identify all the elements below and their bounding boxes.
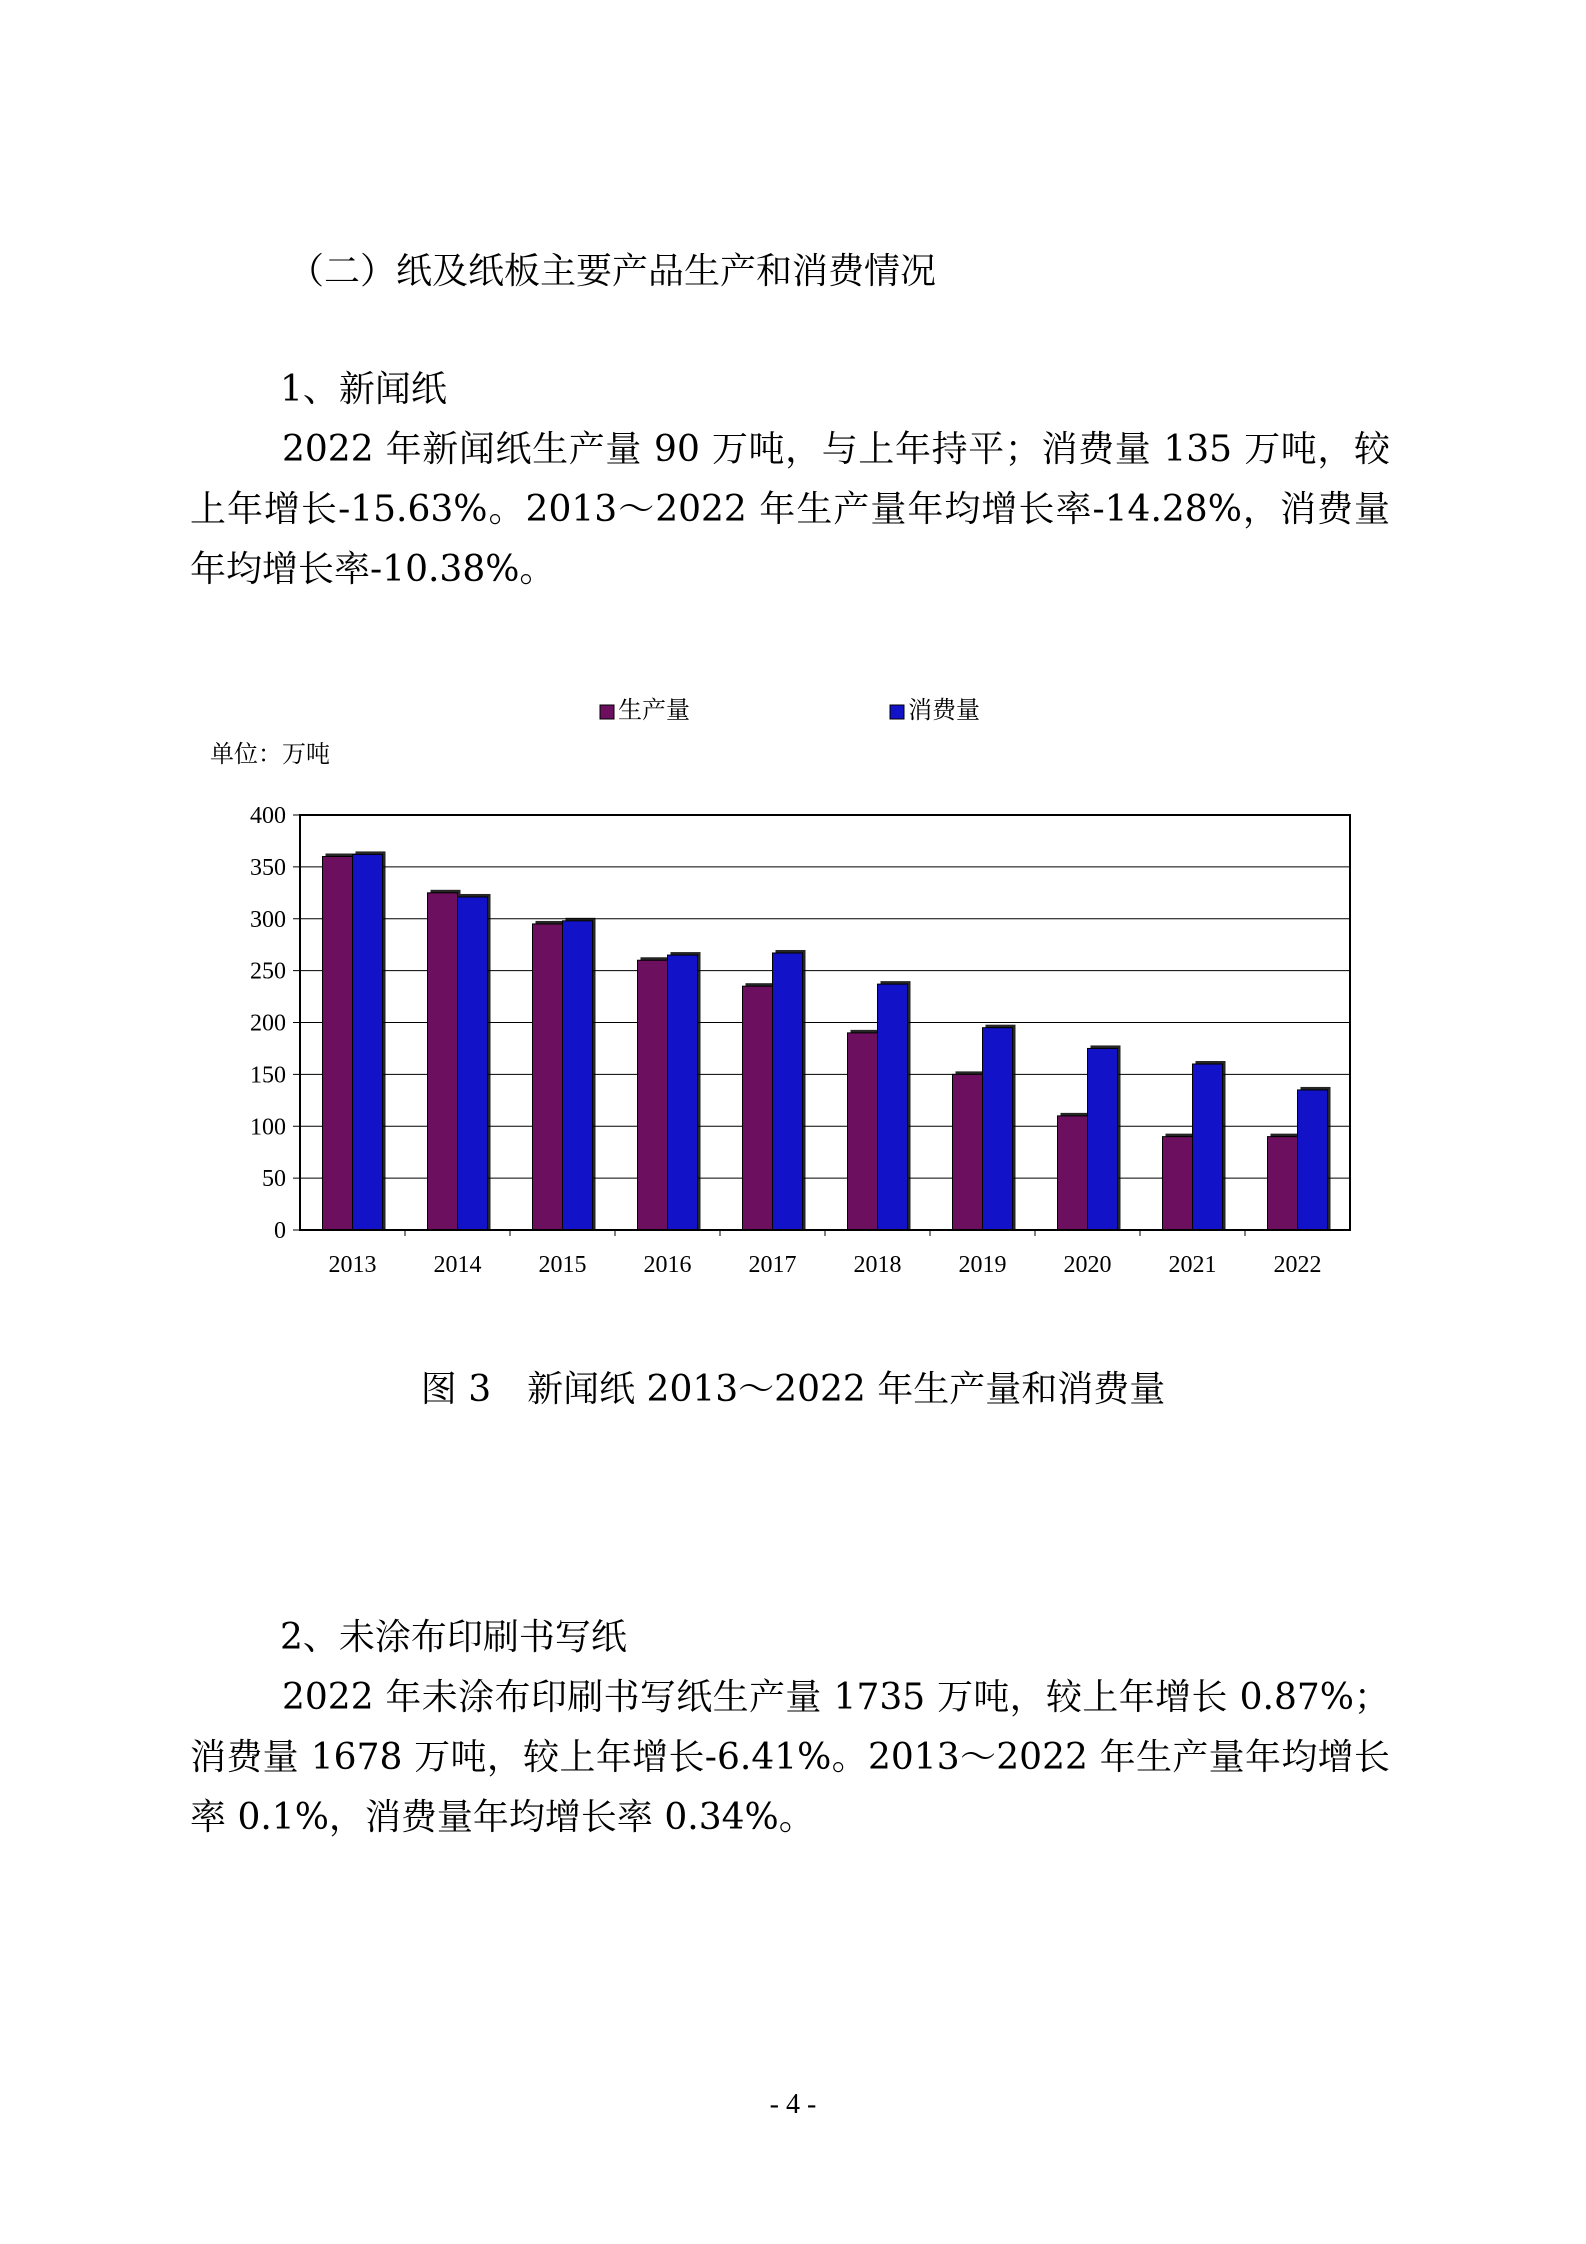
bar-production-2015 — [533, 924, 563, 1230]
newsprint-paragraph-text: 2022 年新闻纸生产量 90 万吨，与上年持平；消费量 135 万吨，较上年增长-15.63%。2013～2022 年生产量年均增长率-14.28%，消费量年均增长率-10.38%。 — [190, 429, 1390, 590]
bar-consumption-2014 — [458, 897, 488, 1230]
bar-production-2019 — [953, 1074, 983, 1230]
x-tick-label-2016: 2016 — [643, 1252, 692, 1278]
bar-production-2018 — [848, 1033, 878, 1230]
bar-consumption-2020 — [1088, 1048, 1118, 1230]
newsprint-chart — [150, 660, 1400, 1310]
y-tick-label-5: 250 — [250, 958, 286, 985]
bar-production-2013 — [323, 857, 353, 1231]
x-tick-label-2019: 2019 — [958, 1252, 1007, 1278]
section-heading: （二）纸及纸板主要产品生产和消费情况 — [288, 251, 937, 292]
bar-production-2016 — [638, 960, 668, 1230]
x-tick-label-2015: 2015 — [538, 1252, 587, 1278]
y-tick-label-3: 150 — [250, 1062, 286, 1089]
y-tick-label-8: 400 — [250, 803, 286, 829]
bar-production-2021 — [1163, 1137, 1193, 1230]
legend-swatch-1 — [890, 705, 904, 719]
bar-production-2017 — [743, 986, 773, 1230]
unit-label: 单位：万吨 — [210, 740, 330, 768]
bar-consumption-2018 — [878, 984, 908, 1230]
y-tick-label-1: 50 — [262, 1166, 286, 1193]
bar-consumption-2013 — [353, 854, 383, 1230]
y-tick-label-2: 100 — [250, 1114, 286, 1141]
y-tick-label-0: 0 — [274, 1218, 286, 1244]
uncoated-paper-paragraph — [190, 1668, 1390, 1848]
bar-production-2014 — [428, 893, 458, 1230]
legend-swatch-0 — [600, 705, 614, 719]
newsprint-bar-chart — [150, 660, 1400, 1310]
subsection-heading-newsprint: 1、新闻纸 — [280, 369, 447, 410]
x-tick-label-2017: 2017 — [748, 1252, 797, 1278]
bar-consumption-2016 — [668, 955, 698, 1230]
uncoated-paper-paragraph-text: 2022 年未涂布印刷书写纸生产量 1735 万吨，较上年增长 0.87%；消费量 1678 万吨，较上年增长-6.41%。2013～2022 年生产量年均增长率 0.1%，消费量年均增长率 0.34%。 — [190, 1677, 1390, 1838]
bar-production-2022 — [1268, 1137, 1298, 1230]
bar-production-2020 — [1058, 1116, 1088, 1230]
x-tick-label-2013: 2013 — [328, 1252, 377, 1278]
figure-caption: 图 3 新闻纸 2013～2022 年生产量和消费量 — [420, 1369, 1166, 1410]
x-tick-label-2020: 2020 — [1063, 1252, 1112, 1278]
bar-consumption-2015 — [563, 921, 593, 1230]
x-tick-label-2018: 2018 — [853, 1252, 902, 1278]
legend-label-0: 生产量 — [618, 696, 690, 724]
bar-consumption-2019 — [983, 1028, 1013, 1230]
bar-consumption-2022 — [1298, 1090, 1328, 1230]
subsection-heading-uncoated-paper: 2、未涂布印刷书写纸 — [280, 1617, 627, 1658]
bar-consumption-2021 — [1193, 1064, 1223, 1230]
x-tick-label-2022: 2022 — [1273, 1252, 1322, 1278]
newsprint-paragraph — [190, 420, 1390, 600]
x-tick-label-2021: 2021 — [1168, 1252, 1217, 1278]
bar-consumption-2017 — [773, 953, 803, 1230]
y-tick-label-4: 200 — [250, 1010, 286, 1037]
y-tick-label-7: 350 — [250, 854, 286, 881]
x-tick-label-2014: 2014 — [433, 1252, 482, 1278]
legend-label-1: 消费量 — [908, 696, 980, 724]
y-tick-label-6: 300 — [250, 906, 286, 933]
page-number: - 4 - — [769, 2089, 817, 2120]
